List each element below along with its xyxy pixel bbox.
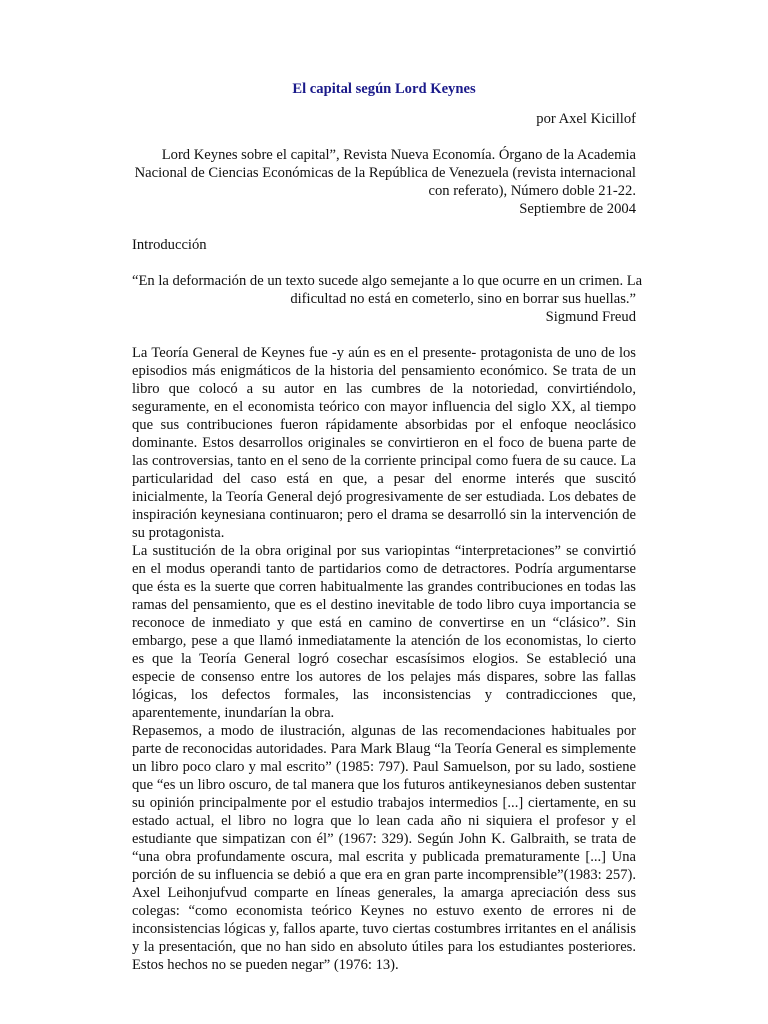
section-heading: Introducción xyxy=(132,237,207,253)
citation-line: Septiembre de 2004 xyxy=(519,201,636,217)
body-text xyxy=(132,344,636,974)
document-author: por Axel Kicillof xyxy=(536,111,636,127)
epigraph-attribution: Sigmund Freud xyxy=(545,309,636,325)
body-paragraph: La sustitución de la obra original por sus variopintas “interpretaciones” se convirtió en el modus operandi tanto de partidarios como de detractores. Podría argumentarse que ésta es la suerte que corren habitualmente las grandes contribuciones en todas las ramas del pensamiento, que es el destino inevitable de todo libro cuya importancia se reconoce de inmediato y que está en camino de convertirse en un “clásico”. Sin embargo, pese a que llamó inmediatamente la atención de los economistas, lo cierto es que la Teoría General logró cosechar escasísimos elogios. Se estableció una especie de consenso entre los autores de los pelajes más dispares, sobre las fallas lógicas, los defectos formales, las inconsistencias y contradicciones que, aparentemente, inundarían la obra. xyxy=(132,543,636,721)
epigraph-line: dificultad no está en cometerlo, sino en borrar sus huellas.” xyxy=(290,291,636,307)
epigraph-block xyxy=(132,272,643,326)
citation-line: Nacional de Ciencias Económicas de la República de Venezuela (revista internacional xyxy=(134,165,636,181)
document-page xyxy=(132,80,643,974)
body-paragraph: La Teoría General de Keynes fue -y aún es en el presente- protagonista de uno de los episodios más enigmáticos de la historia del pensamiento económico. Se trata de un libro que colocó a su autor en las cumbres de la notoriedad, convirtiéndolo, seguramente, en el economista teórico con mayor influencia del siglo XX, al tiempo que sus contribuciones fueron rápidamente absorbidas por el enfoque neoclásico dominante. Estos desarrollos originales se convirtieron en el foco de buena parte de las controversias, tanto en el seno de la corriente principal como fuera de su cauce. La particularidad del caso está en que, a pesar del enorme interés que suscitó inicialmente, la Teoría General dejó progresivamente de ser estudiada. Los debates de inspiración keynesiana continuaron; pero el drama se desarrolló sin la intervención de su protagonista. xyxy=(132,345,636,541)
epigraph-line: “En la deformación de un texto sucede algo semejante a lo que ocurre en un crimen. La xyxy=(132,273,643,289)
citation-line: Lord Keynes sobre el capital”, Revista Nueva Economía. Órgano de la Academia xyxy=(161,147,636,163)
document-title: El capital según Lord Keynes xyxy=(292,81,476,97)
citation-line: con referato), Número doble 21-22. xyxy=(428,183,636,199)
citation-block xyxy=(132,146,636,218)
body-paragraph: Repasemos, a modo de ilustración, algunas de las recomendaciones habituales por parte de reconocidas autoridades. Para Mark Blaug “la Teoría General es simplemente un libro poco claro y mal escrito” (1985: 797). Paul Samuelson, por su lado, sostiene que “es un libro oscuro, de tal manera que los futuros antikeynesianos deben sustentar su opinión principalmente por el estudio trabajos intermedios [...] ciertamente, en su estado actual, el libro no logra que lo lean cada año ni siquiera el profesor y el estudiante que simpatizan con él” (1967: 329). Según John K. Galbraith, se trata de “una obra profundamente oscura, mal escrita y publicada prematuramente [...] Una porción de su influencia se debió a que era en gran parte incomprensible”(1983: 257). Axel Leihonjufvud comparte en líneas generales, la amarga apreciación dess sus colegas: “como economista teórico Keynes no estuvo exento de errores ni de inconsistencias lógicas y, fallos aparte, tuvo ciertas costumbres irritantes en el análisis y la presentación, que no han sido en absoluto útiles para los estudiantes posteriores. Estos hechos no se pueden negar” (1976: 13). xyxy=(132,723,636,973)
